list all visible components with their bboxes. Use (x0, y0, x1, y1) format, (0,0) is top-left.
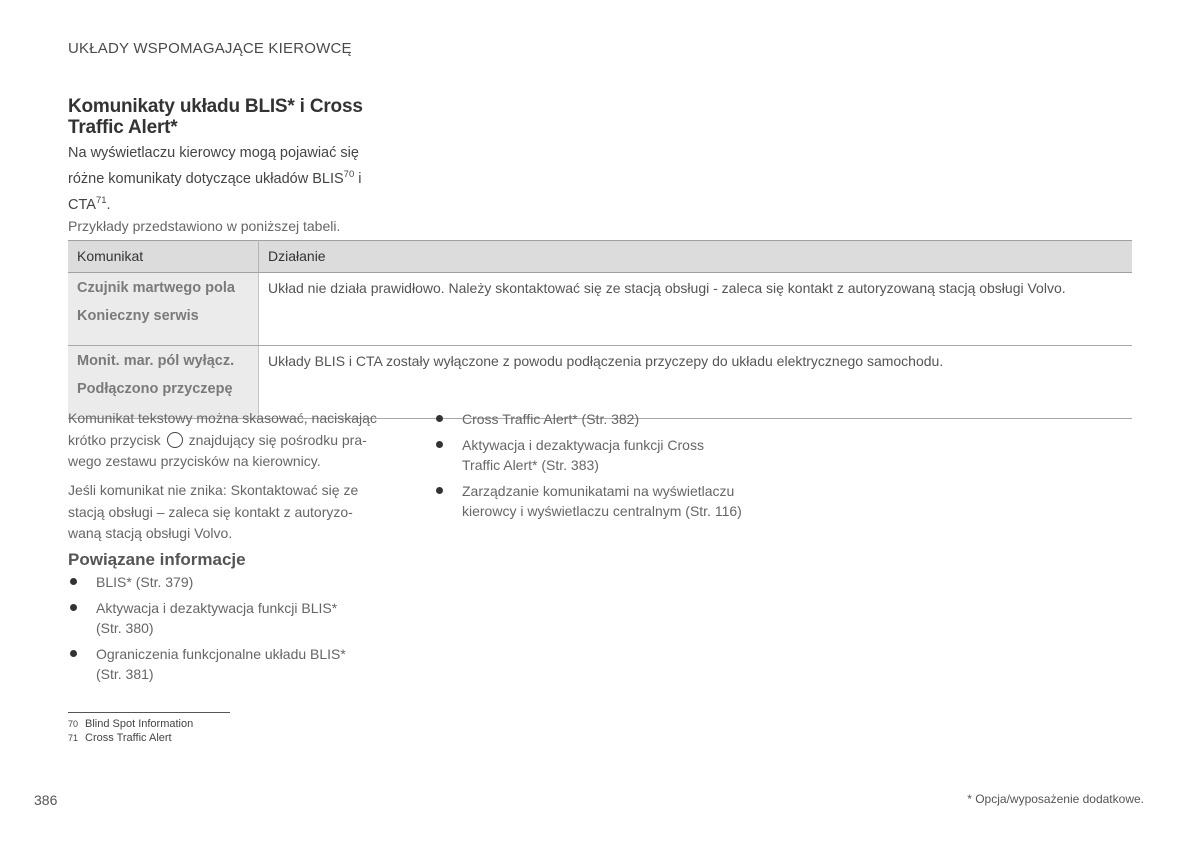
related-info-heading: Powiązane informacje (68, 550, 246, 569)
footnote-ref-70[interactable]: 70 (343, 169, 355, 180)
list-item[interactable] (68, 572, 388, 592)
footnote-number: 70 (68, 719, 79, 729)
intro-line-2 (68, 164, 388, 190)
persist-line-1: Jeśli komunikat nie znika: Skontaktować się ze (68, 482, 359, 498)
message-line: Podłączono przyczepę (77, 381, 233, 397)
persist-line-2: stacją obsługi – zaleca się kontakt z autoryzo- (68, 503, 353, 520)
footnote-divider (68, 712, 230, 713)
list-item[interactable] (68, 644, 388, 684)
intro-line-1: Na wyświetlaczu kierowcy mogą pojawiać się (68, 145, 359, 161)
dismiss-line-1: Komunikat tekstowy można skasować, naciskając (68, 410, 377, 426)
message-line: Czujnik martwego pola (77, 280, 235, 296)
bullet-icon (70, 650, 77, 657)
column-header-message: Komunikat (68, 241, 259, 273)
column-header-action: Działanie (259, 241, 1133, 273)
message-cell (68, 273, 259, 346)
bullet-icon (436, 441, 443, 448)
examples-note: Przykłady przedstawiono w poniższej tabeli. (68, 218, 341, 234)
persist-paragraph (68, 480, 398, 545)
action-cell: Układy BLIS i CTA zostały wyłączone z powodu podłączenia przyczepy do układu elektrycznego samochodu. (259, 346, 1133, 419)
footnote-71 (68, 732, 172, 744)
messages-table (68, 240, 1132, 419)
link-text[interactable]: Zarządzanie komunikatami na wyświetlaczu (462, 483, 735, 499)
link-text[interactable]: Ograniczenia funkcjonalne układu BLIS* (96, 646, 346, 662)
intro-line-2-end: i (354, 170, 362, 187)
link-text-cont[interactable]: Traffic Alert* (Str. 383) (462, 457, 599, 473)
link-text-cont[interactable]: kierowcy i wyświetlaczu centralnym (Str. 116) (462, 503, 742, 519)
page-number: 386 (34, 792, 58, 808)
related-links-left (68, 572, 388, 684)
intro-line-2-text: różne komunikaty dotyczące układów BLIS (68, 170, 344, 187)
intro-line-3-text: CTA (68, 196, 96, 213)
dismiss-line-2 (68, 430, 398, 452)
related-links-right (434, 409, 814, 521)
message-line: Konieczny serwis (77, 308, 199, 324)
list-item[interactable] (68, 598, 388, 638)
table-row (68, 273, 1132, 346)
optional-equipment-note: * Opcja/wyposażenie dodatkowe. (967, 792, 1144, 806)
intro-line-3 (68, 190, 388, 216)
list-item[interactable] (434, 435, 814, 475)
intro-paragraph (68, 142, 388, 216)
message-line: Monit. mar. pól wyłącz. (77, 353, 235, 369)
title-line-2: Traffic Alert* (68, 117, 178, 138)
dismiss-line-2b: znajdujący się pośrodku pra- (188, 431, 367, 448)
dismiss-line-3: wego zestawu przycisków na kierownicy. (68, 453, 321, 469)
footnote-ref-71[interactable]: 71 (95, 194, 107, 206)
footnote-number: 71 (68, 733, 79, 743)
section-header: UKŁADY WSPOMAGAJĄCE KIEROWCĘ (68, 40, 352, 57)
link-text[interactable]: BLIS* (Str. 379) (96, 574, 194, 590)
bullet-icon (70, 578, 77, 585)
footnote-70 (68, 718, 193, 730)
persist-line-3: waną stacją obsługi Volvo. (68, 525, 233, 541)
list-item[interactable] (434, 481, 814, 521)
bullet-icon (436, 487, 443, 494)
footnote-text: Blind Spot Information (85, 718, 194, 730)
link-text-cont[interactable]: (Str. 381) (96, 666, 154, 682)
footnote-text: Cross Traffic Alert (85, 732, 172, 744)
link-text-cont[interactable]: (Str. 380) (96, 620, 154, 636)
bullet-icon (436, 415, 443, 422)
intro-line-3-end: . (106, 196, 111, 213)
dismiss-paragraph (68, 408, 398, 473)
action-cell: Układ nie działa prawidłowo. Należy skontaktować się ze stacją obsługi - zaleca się kontakt z autoryzowaną stacją obsługi Volvo. (259, 273, 1133, 346)
dismiss-line-2a: krótko przycisk (68, 431, 161, 448)
bullet-icon (70, 604, 77, 611)
link-text[interactable]: Aktywacja i dezaktywacja funkcji Cross (462, 437, 704, 453)
link-text[interactable]: Cross Traffic Alert* (Str. 382) (462, 411, 640, 427)
page-title (68, 96, 363, 138)
link-text[interactable]: Aktywacja i dezaktywacja funkcji BLIS* (96, 600, 338, 616)
table-header-row (68, 241, 1132, 273)
title-line-1: Komunikaty układu BLIS* i Cross (68, 96, 363, 117)
list-item[interactable] (434, 409, 814, 429)
circle-button-icon (167, 432, 183, 448)
